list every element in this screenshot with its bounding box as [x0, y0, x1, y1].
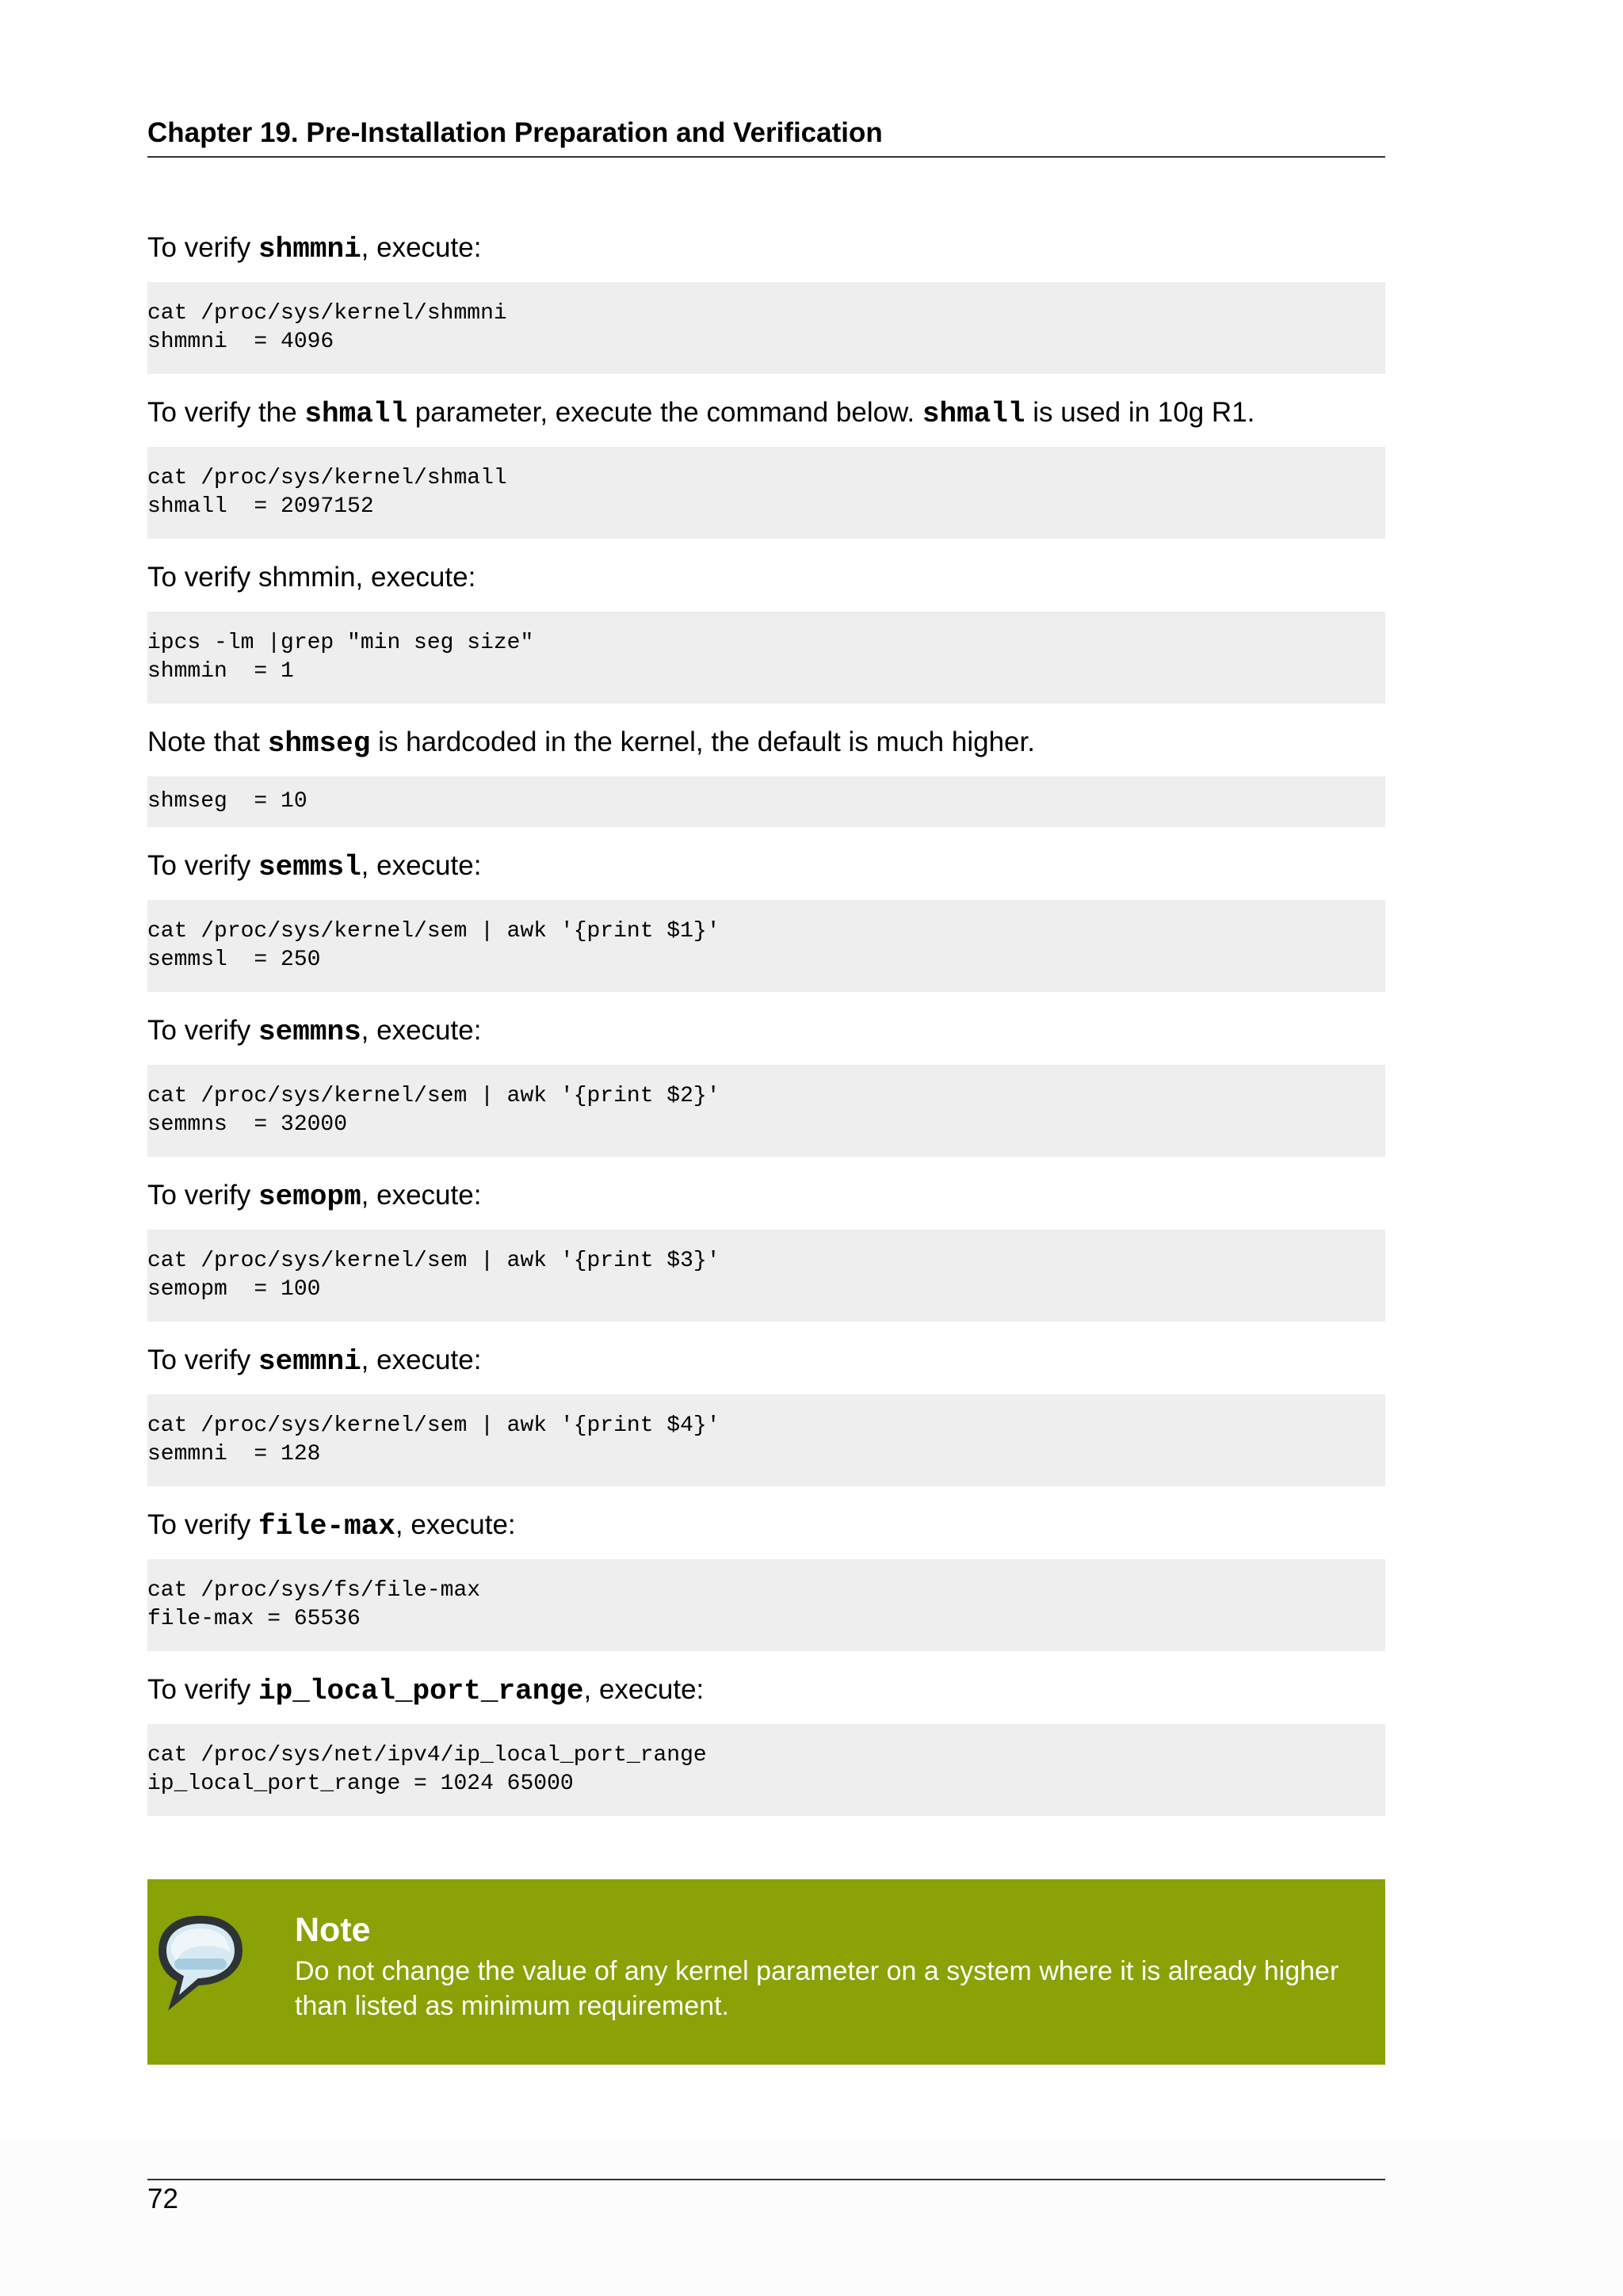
section-semopm [147, 1174, 1385, 1322]
code-line: semmni = 128 [147, 1442, 321, 1466]
instruction-paragraph: To verify file-max, execute: [147, 1509, 516, 1543]
code-line: shmseg = 10 [147, 789, 307, 814]
parameter-name: semmni [258, 1345, 361, 1378]
section-file-max [147, 1504, 1385, 1651]
page-number: 72 [147, 2183, 178, 2214]
section-ip-local-port-range [147, 1669, 1385, 1816]
page-content [147, 227, 1385, 1833]
section-shmall [147, 391, 1385, 539]
instruction-paragraph: To verify shmmni, execute: [147, 232, 482, 265]
code-line: cat /proc/sys/kernel/sem | awk '{print $1}' [147, 919, 720, 944]
code-line: cat /proc/sys/fs/file-max [147, 1578, 481, 1603]
code-line: cat /proc/sys/kernel/sem | awk '{print $3}' [147, 1249, 720, 1273]
code-line: cat /proc/sys/net/ipv4/ip_local_port_range [147, 1743, 707, 1768]
instruction-paragraph: Note that shmseg is hardcoded in the kernel, the default is much higher. [147, 727, 1035, 760]
code-line: shmmin = 1 [147, 659, 294, 684]
note-title: Note [295, 1911, 371, 1949]
code-line: shmall = 2097152 [147, 494, 374, 519]
section-semmns [147, 1009, 1385, 1157]
parameter-name: shmall [304, 398, 408, 430]
instruction-paragraph: To verify shmmin, execute: [147, 562, 476, 593]
code-line: semmsl = 250 [147, 948, 321, 972]
speech-bubble-icon [154, 1913, 247, 2014]
code-line: file-max = 65536 [147, 1607, 361, 1631]
instruction-paragraph: To verify ip_local_port_range, execute: [147, 1674, 705, 1707]
code-block [147, 447, 1385, 539]
parameter-name: ip_local_port_range [258, 1675, 584, 1707]
code-line: semopm = 100 [147, 1277, 321, 1302]
footer-divider [147, 2179, 1385, 2180]
section-semmni [147, 1339, 1385, 1486]
code-block [147, 1065, 1385, 1157]
parameter-name: file-max [258, 1510, 395, 1543]
code-line: semmns = 32000 [147, 1112, 348, 1137]
parameter-name: shmall [922, 398, 1025, 430]
code-line: cat /proc/sys/kernel/shmall [147, 466, 507, 490]
code-block [147, 1559, 1385, 1651]
page-bottom-margin [0, 2139, 1623, 2296]
code-block [147, 900, 1385, 992]
instruction-paragraph: To verify semmns, execute: [147, 1015, 482, 1048]
code-block [147, 1394, 1385, 1486]
code-line: cat /proc/sys/kernel/sem | awk '{print $2}' [147, 1084, 720, 1108]
section-shmseg [147, 721, 1385, 827]
instruction-paragraph: To verify semopm, execute: [147, 1180, 482, 1213]
instruction-paragraph: To verify the shmall parameter, execute the command below. shmall is used in 10g R1. [147, 397, 1255, 430]
parameter-name: shmmni [258, 233, 361, 265]
code-line: ip_local_port_range = 1024 65000 [147, 1772, 574, 1796]
code-block [147, 1724, 1385, 1816]
parameter-name: semopm [258, 1180, 361, 1213]
code-line: ipcs -lm |grep "min seg size" [147, 631, 534, 655]
parameter-name: semmsl [258, 851, 361, 883]
chapter-header: Chapter 19. Pre-Installation Preparation and Verification [147, 116, 1385, 158]
section-semmsl [147, 845, 1385, 992]
code-block [147, 776, 1385, 827]
section-shmmni [147, 227, 1385, 374]
code-line: shmmni = 4096 [147, 330, 334, 354]
instruction-paragraph: To verify semmsl, execute: [147, 850, 482, 883]
note-body: Do not change the value of any kernel parameter on a system where it is already higher than listed as minimum requirement. [295, 1956, 1339, 2021]
parameter-name: shmseg [267, 727, 371, 760]
section-shmmin [147, 556, 1385, 704]
instruction-paragraph: To verify semmni, execute: [147, 1344, 482, 1378]
code-line: cat /proc/sys/kernel/shmmni [147, 301, 507, 326]
code-block [147, 612, 1385, 704]
code-block [147, 1230, 1385, 1322]
code-block [147, 282, 1385, 374]
parameter-name: semmns [258, 1016, 361, 1048]
note-admonition [147, 1879, 1385, 2065]
code-line: cat /proc/sys/kernel/sem | awk '{print $4}' [147, 1413, 720, 1438]
